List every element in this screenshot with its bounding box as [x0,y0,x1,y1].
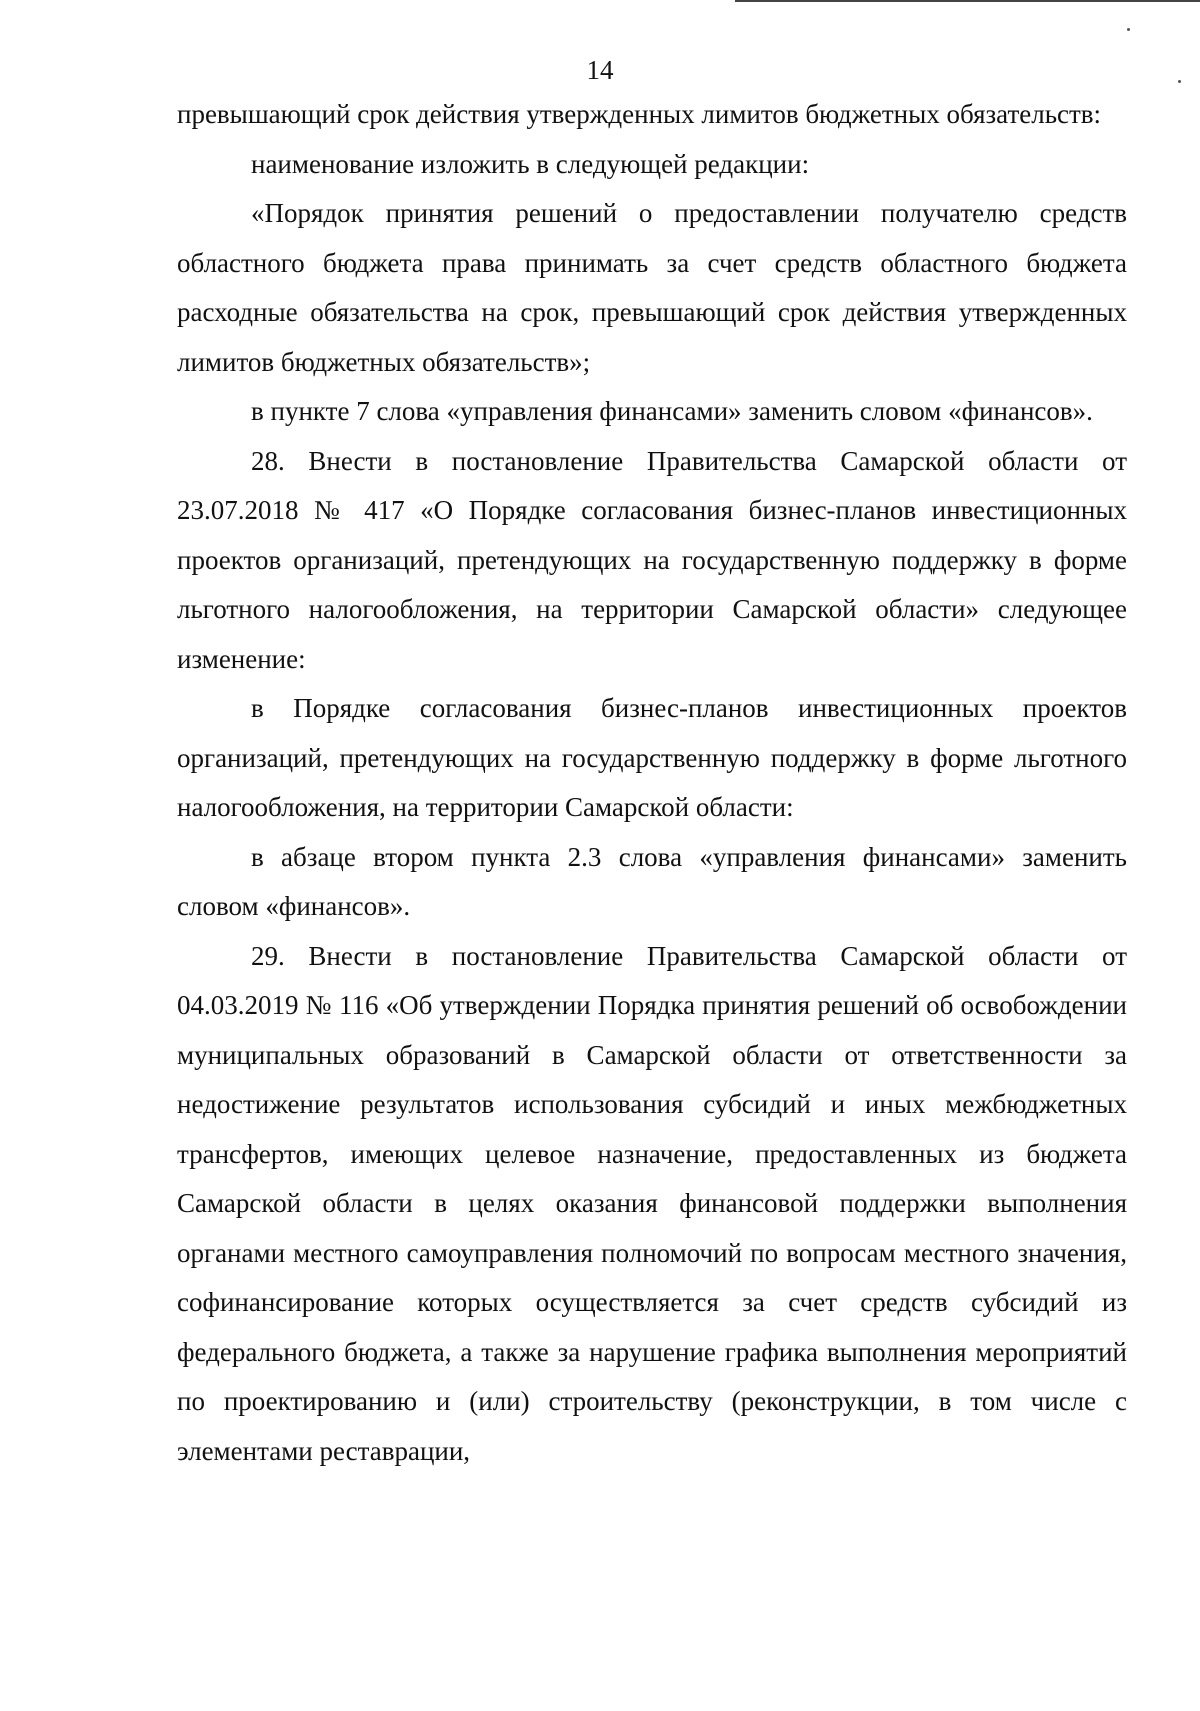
paragraph-procedure: в Порядке согласования бизнес-планов инвестиционных проектов организаций, претендующих на государственную поддержку в форме льготного налогообложения, на территории Самарской области: [177,693,1127,822]
paragraph-continuation: превышающий срок действия утвержденных лимитов бюджетных обязательств: [177,99,1102,129]
page-number: 14 [586,55,614,85]
scan-speck [1127,28,1130,31]
paragraph-new-title: «Порядок принятия решений о предоставлении получателю средств областного бюджета права принимать за счет средств областного бюджета расходные обязательства на срок, превышающий срок действия утвержденных лимитов бюджетных обязательств»; [177,198,1127,377]
paragraph-clause-2-3: в абзаце втором пункта 2.3 слова «управления финансами» заменить словом «финансов». [177,841,1127,921]
paragraph-item-28: 28. Внести в постановление Правительства Самарской области от 23.07.2018 № 417 «О Порядке согласования бизнес-планов инвестиционных проектов организаций, претендующих на государственную поддержку в форме льготного налогообложения, на территории Самарской области» следующее изменение: [177,445,1127,674]
paragraph-item-29: 29. Внести в постановление Правительства Самарской области от 04.03.2019 № 116 «Об утверждении Порядка принятия решений об освобождении муниципальных образований в Самарской области от ответственности за недостижение результатов использования субсидий и иных межбюджетных трансфертов, имеющих целевое назначение, предоставленных из бюджета Самарской области в целях оказания финансовой поддержки выполнения органами местного самоуправления полномочий по вопросам местного значения, софинансирование которых осуществляется за счет средств субсидий из федерального бюджета, а также за нарушение графика выполнения мероприятий по проектированию и (или) строительству (реконструкции, в том числе с элементами реставрации, [177,940,1127,1466]
document-body [177,90,1127,1476]
scan-edge-line [735,0,1200,4]
paragraph-clause-7: в пункте 7 слова «управления финансами» заменить словом «финансов». [251,396,1093,426]
paragraph-rename-instruction: наименование изложить в следующей редакции: [251,148,810,179]
